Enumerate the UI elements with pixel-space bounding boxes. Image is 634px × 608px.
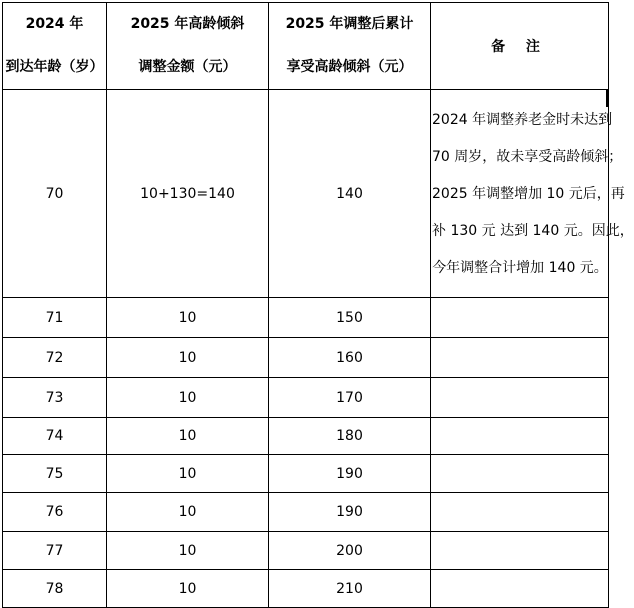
- header-amount: [107, 3, 269, 90]
- header-remark-label: 备 注: [491, 39, 548, 55]
- cell-cumulative: 210: [269, 570, 431, 608]
- cell-amount: 10: [107, 493, 269, 532]
- cell-amount: 10: [107, 338, 269, 378]
- header-cumulative-line2: 享受高龄倾斜（元）: [286, 59, 413, 75]
- cell-remark: [431, 378, 609, 418]
- cell-age: 77: [3, 532, 107, 570]
- header-age-line1: 2024 年: [25, 16, 84, 32]
- table-row: [3, 378, 609, 418]
- cell-amount: 10: [107, 418, 269, 455]
- header-age-line2: 到达年龄（岁）: [5, 59, 104, 75]
- remark-line: 今年调整合计增加 140 元。: [432, 260, 608, 276]
- cell-cumulative: 150: [269, 298, 431, 338]
- remark-line: 补 130 元 达到 140 元。因此，: [432, 223, 634, 239]
- cell-cumulative: 140: [269, 90, 431, 298]
- header-cumulative: [269, 3, 431, 90]
- cell-remark: [431, 338, 609, 378]
- cell-cumulative: 180: [269, 418, 431, 455]
- cell-amount: 10: [107, 532, 269, 570]
- cell-remark: [431, 493, 609, 532]
- header-remark: [431, 3, 609, 90]
- cursor-mark: [606, 89, 609, 107]
- cell-age: 70: [3, 90, 107, 298]
- header-amount-line2: 调整金额（元）: [138, 59, 237, 75]
- cell-remark: [431, 90, 634, 298]
- cell-amount: 10: [107, 298, 269, 338]
- table-row: [3, 532, 609, 570]
- cell-remark: [431, 298, 609, 338]
- cell-age: 73: [3, 378, 107, 418]
- header-amount-line1: 2025 年高龄倾斜: [130, 16, 245, 32]
- cell-age: 76: [3, 493, 107, 532]
- header-age: [3, 3, 107, 90]
- cell-remark: [431, 455, 609, 493]
- cell-age: 74: [3, 418, 107, 455]
- table-row: [3, 418, 609, 455]
- cell-cumulative: 170: [269, 378, 431, 418]
- remark-text: [431, 100, 634, 287]
- table-header-row: [3, 3, 609, 90]
- cell-cumulative: 160: [269, 338, 431, 378]
- cell-age: 71: [3, 298, 107, 338]
- cell-cumulative: 200: [269, 532, 431, 570]
- table-row: [3, 338, 609, 378]
- cell-age: 75: [3, 455, 107, 493]
- table-row: [3, 493, 609, 532]
- cell-amount: 10: [107, 455, 269, 493]
- header-cumulative-line1: 2025 年调整后累计: [285, 16, 414, 32]
- remark-line: 2024 年调整养老金时未达到: [432, 112, 613, 128]
- remark-line: 2025 年调整增加 10 元后，再: [432, 186, 625, 202]
- cell-remark: [431, 532, 609, 570]
- cell-age: 72: [3, 338, 107, 378]
- cell-amount: 10: [107, 378, 269, 418]
- table-row: [3, 90, 609, 298]
- cell-remark: [431, 418, 609, 455]
- cell-remark: [431, 570, 609, 608]
- table-row: [3, 455, 609, 493]
- cell-amount: 10+130=140: [107, 90, 269, 298]
- cell-age: 78: [3, 570, 107, 608]
- cell-amount: 10: [107, 570, 269, 608]
- cell-cumulative: 190: [269, 493, 431, 532]
- cell-cumulative: 190: [269, 455, 431, 493]
- table-row: [3, 298, 609, 338]
- table-row: [3, 570, 609, 608]
- pension-adjustment-table: [2, 2, 634, 608]
- remark-line: 70 周岁，故未享受高龄倾斜；: [432, 149, 623, 165]
